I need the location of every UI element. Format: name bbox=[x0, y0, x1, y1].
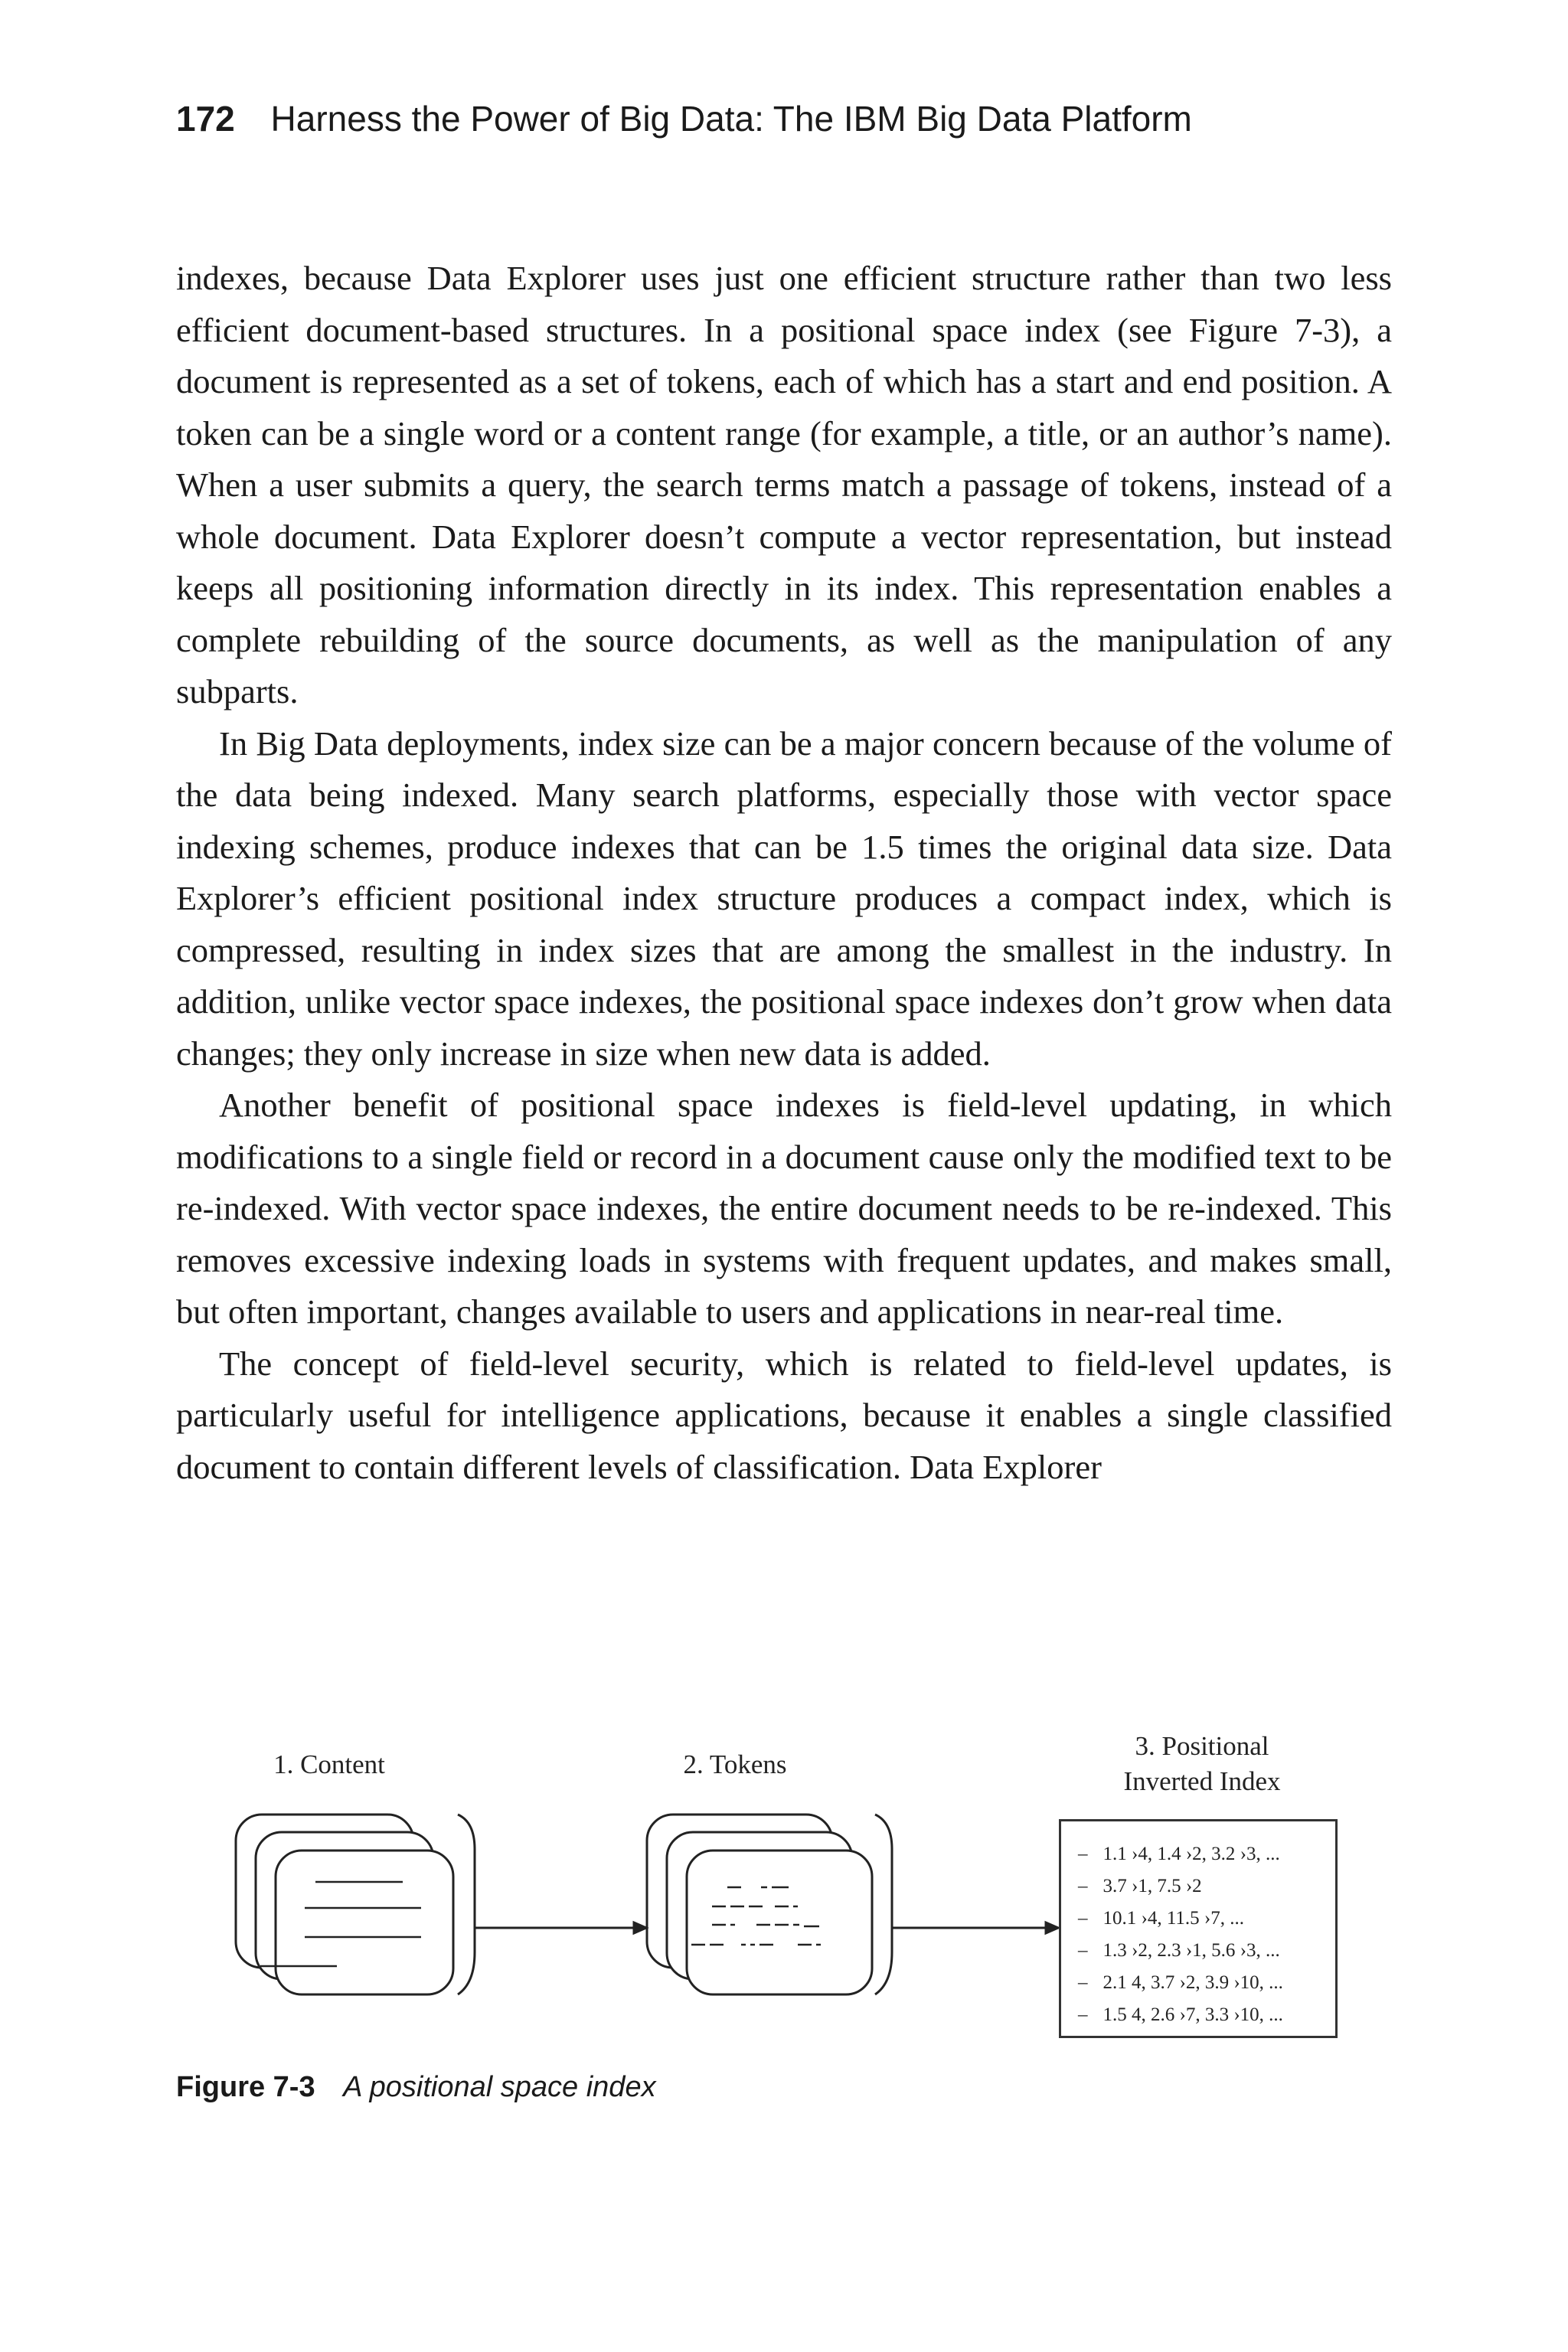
paragraph-4: The concept of field-level security, which is related to field-level updates, is particularly useful for intelligence applications, because it enables a single classified document to contain different levels of classification. Data Explorer bbox=[176, 1344, 1392, 1486]
index-row: – 2.1 4, 3.7 ›2, 3.9 ›10, ... bbox=[1078, 1972, 1283, 1993]
figure-caption-text: A positional space index bbox=[343, 2071, 656, 2103]
running-head-title: Harness the Power of Big Data: The IBM Big Data Platform bbox=[270, 99, 1192, 139]
arrow-tokens-to-index-head bbox=[1046, 1922, 1058, 1933]
content-label: 1. Content bbox=[273, 1749, 385, 1779]
positional-inverted-index-box bbox=[1059, 1819, 1338, 2038]
index-row: – 10.1 ›4, 11.5 ›7, ... bbox=[1078, 1908, 1244, 1929]
tokens-bracket bbox=[875, 1815, 892, 1994]
paragraph-1: indexes, because Data Explorer uses just one efficient structure rather than two less efficient document-based structures. In a positional space index (see Figure 7-3), a document is represented as a set of tokens, each of which has a start and end position. A token can be a single word or a content range (for example, a title, or an author’s name). When a user submits a query, the search terms match a passage of tokens, instead of a whole document. Data Explorer doesn’t compute a vector representation, but instead keeps all positioning information directly in its index. This representation enables a complete rebuilding of the source documents, as well as the manipulation of any subparts. bbox=[176, 259, 1392, 710]
paragraph-2: In Big Data deployments, index size can be a major concern because of the volume of the data being indexed. Many search platforms, especially those with vector space indexing schemes, produce indexes that can be 1.5 times the original data size. Data Explorer’s efficient positional index structure produces a compact index, which is compressed, resulting in index sizes that are among the smallest in the industry. In addition, unlike vector space indexes, the positional space indexes don’t grow when data changes; they only increase in size when new data is added. bbox=[176, 724, 1392, 1073]
index-row: – 1.1 ›4, 1.4 ›2, 3.2 ›3, ... bbox=[1078, 1844, 1280, 1864]
figure-positional-space-index bbox=[230, 1723, 1348, 2060]
index-row: – 1.3 ›2, 2.3 ›1, 5.6 ›3, ... bbox=[1078, 1940, 1280, 1961]
figure-caption bbox=[176, 2071, 656, 2104]
content-bracket bbox=[458, 1815, 475, 1994]
page-number: 172 bbox=[176, 99, 235, 139]
figure-caption-number: Figure 7-3 bbox=[176, 2071, 315, 2103]
content-doc-front bbox=[276, 1851, 453, 1994]
tokens-label: 2. Tokens bbox=[683, 1749, 787, 1779]
body-text bbox=[176, 253, 1392, 1493]
paragraph-3: Another benefit of positional space indexes is field-level updating, in which modifications to a single field or record in a document cause only the modified text to be re-indexed. With vector space indexes, the entire document needs to be re-indexed. This removes excessive indexing loads in systems with frequent updates, and makes small, but often important, changes available to users and applications in near-real time. bbox=[176, 1086, 1392, 1331]
index-label-line1: 3. Positional bbox=[1135, 1731, 1269, 1761]
running-head bbox=[176, 98, 1192, 139]
index-row: – 3.7 ›1, 7.5 ›2 bbox=[1078, 1876, 1202, 1896]
arrow-content-to-tokens-head bbox=[634, 1922, 646, 1933]
index-label-line2: Inverted Index bbox=[1123, 1766, 1281, 1796]
tokens-doc-front bbox=[687, 1851, 872, 1994]
index-row: – 1.5 4, 2.6 ›7, 3.3 ›10, ... bbox=[1078, 2004, 1283, 2025]
